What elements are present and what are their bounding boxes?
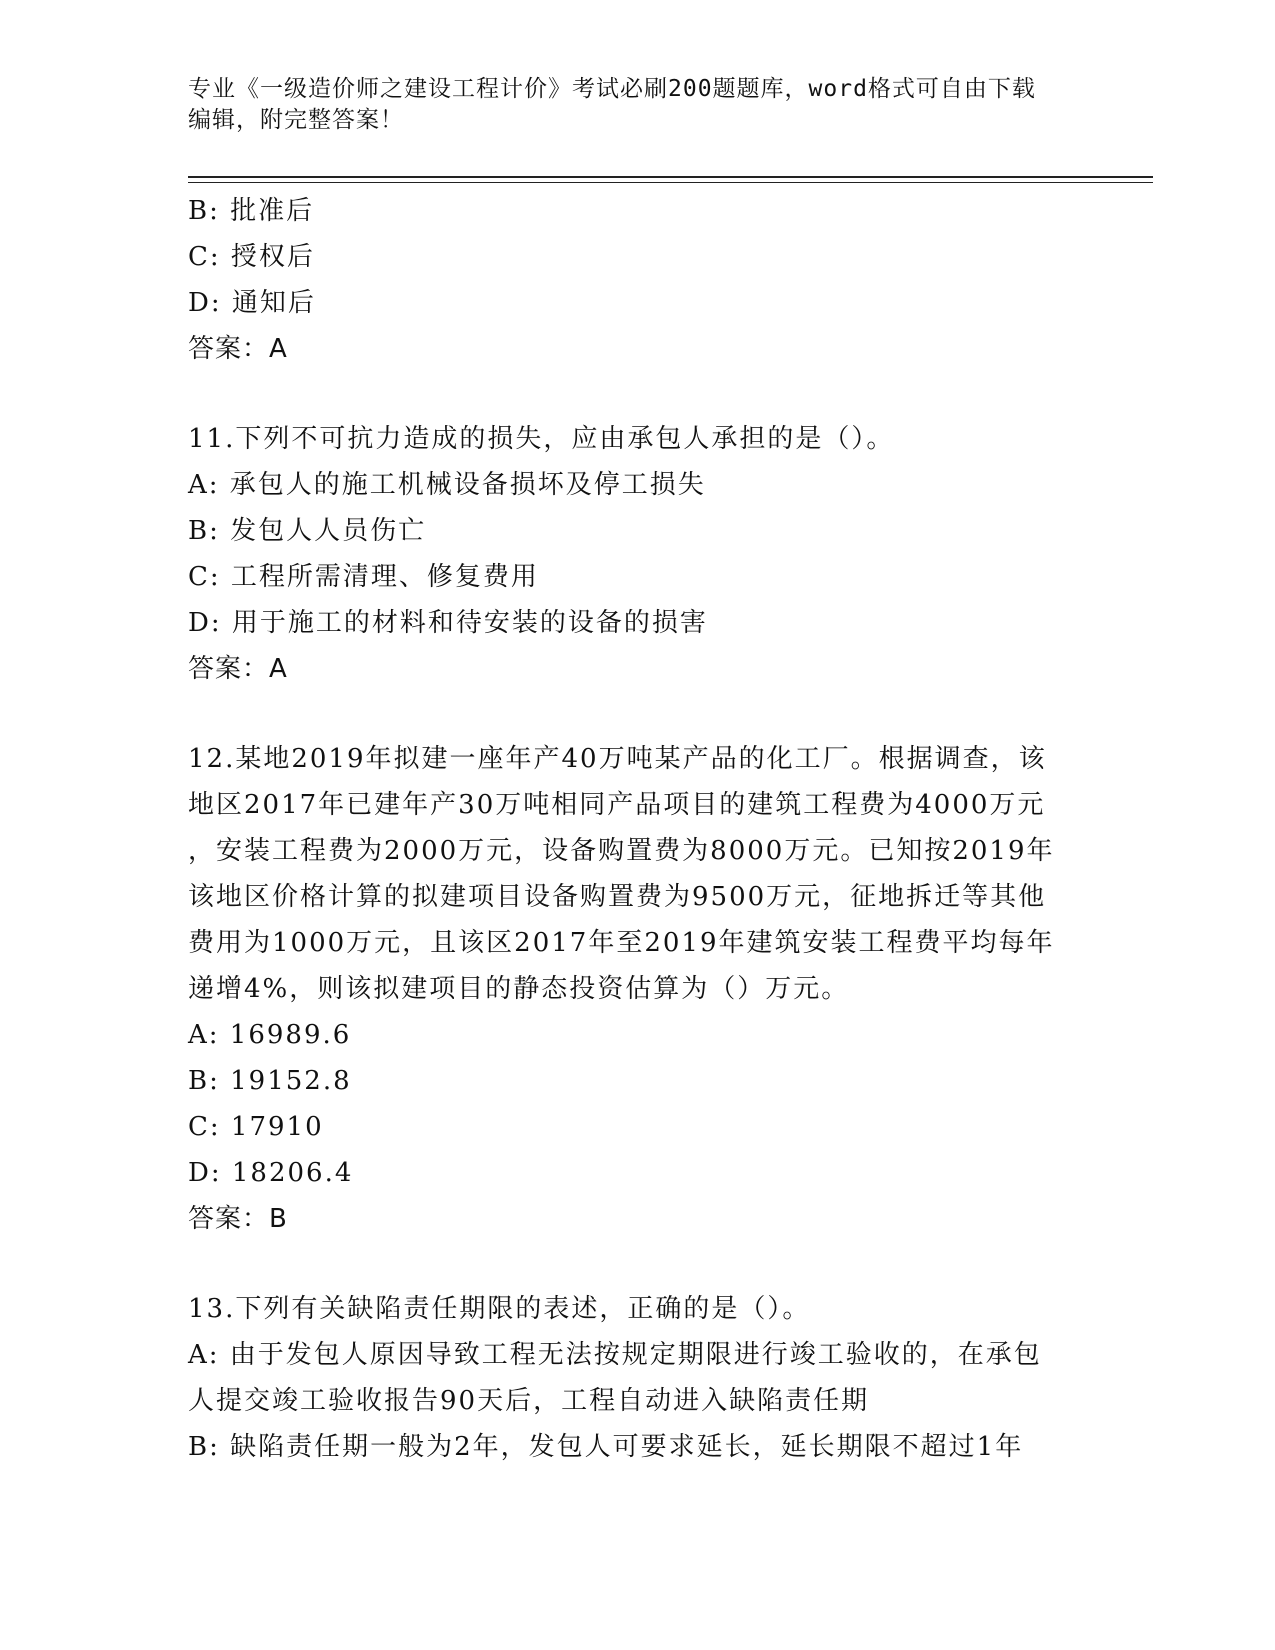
option-b: B: 批准后 (188, 196, 315, 226)
question-stem-line: 地区2017年已建年产30万吨相同产品项目的建筑工程费为4000万元 (188, 790, 1046, 820)
option-c: C: 工程所需清理、修复费用 (188, 562, 539, 592)
document-body (188, 188, 1078, 1470)
question-stem: 11.下列不可抗力造成的损失，应由承包人承担的是（）。 (188, 424, 895, 454)
header-rule-thick (188, 176, 1153, 178)
option-b: B: 19152.8 (188, 1066, 352, 1096)
question-stem-line: 费用为1000万元，且该区2017年至2019年建筑安装工程费平均每年 (188, 928, 1055, 958)
option-d: D: 18206.4 (188, 1158, 354, 1188)
answer: 答案：A (188, 654, 288, 684)
header-line-1: 专业《一级造价师之建设工程计价》考试必刷200题题库，word格式可自由下载 (188, 76, 1036, 102)
question-12 (188, 736, 1078, 1242)
option-b: B: 缺陷责任期一般为2年，发包人可要求延长，延长期限不超过1年 (188, 1432, 1024, 1462)
option-c: C: 17910 (188, 1112, 324, 1142)
answer: 答案：B (188, 1204, 288, 1234)
option-a: A: 承包人的施工机械设备损坏及停工损失 (188, 470, 706, 500)
option-c: C: 授权后 (188, 242, 315, 272)
question-stem-line: 该地区价格计算的拟建项目设备购置费为9500万元，征地拆迁等其他 (188, 882, 1047, 912)
question-10-tail (188, 188, 1078, 372)
header-rule-thin (188, 182, 1153, 183)
option-d: D: 用于施工的材料和待安装的设备的损害 (188, 608, 708, 638)
question-13 (188, 1286, 1078, 1470)
option-a-continued: 人提交竣工验收报告90天后，工程自动进入缺陷责任期 (188, 1386, 870, 1416)
header-line-2: 编辑，附完整答案！ (188, 107, 404, 133)
question-stem-line: 递增4%，则该拟建项目的静态投资估算为（）万元。 (188, 974, 850, 1004)
option-d: D: 通知后 (188, 288, 316, 318)
option-a: A: 16989.6 (188, 1020, 352, 1050)
answer: 答案：A (188, 334, 288, 364)
question-11 (188, 416, 1078, 692)
question-stem-line: 12.某地2019年拟建一座年产40万吨某产品的化工厂。根据调查，该 (188, 744, 1047, 774)
question-stem: 13.下列有关缺陷责任期限的表述，正确的是（）。 (188, 1294, 811, 1324)
option-a: A: 由于发包人原因导致工程无法按规定期限进行竣工验收的，在承包 (188, 1340, 1042, 1370)
question-stem-line: ，安装工程费为2000万元，设备购置费为8000万元。已知按2019年 (188, 836, 1055, 866)
document-header (188, 74, 1068, 136)
option-b: B: 发包人人员伤亡 (188, 516, 427, 546)
